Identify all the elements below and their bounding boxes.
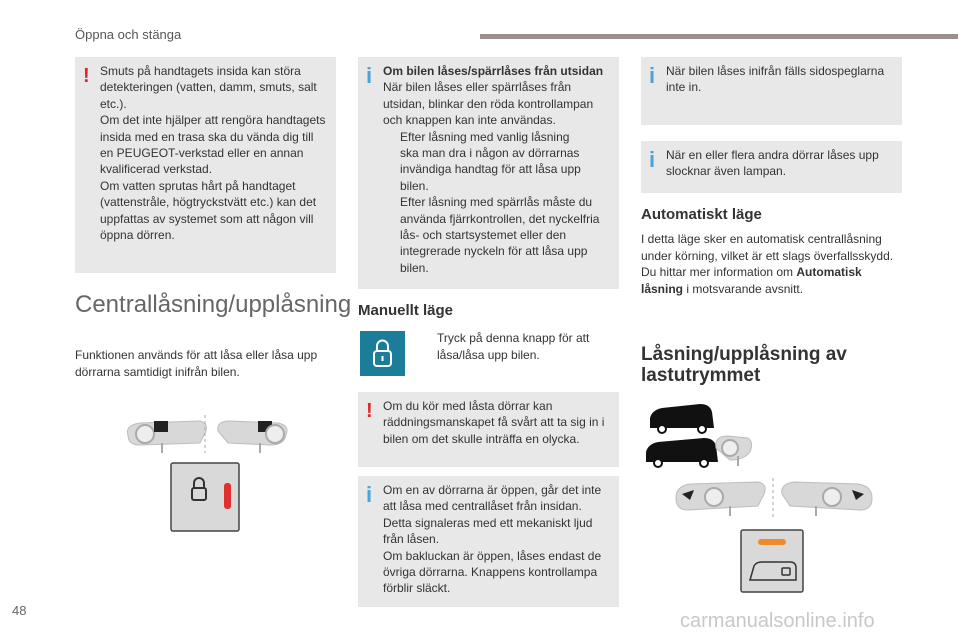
info-title: Om bilen låses/spärrlåses från utsidan bbox=[383, 64, 604, 78]
text-line: inte in. bbox=[666, 80, 702, 95]
manual-mode-instruction: Tryck på denna knapp för att låsa/låsa upp bilen. bbox=[420, 330, 620, 363]
info-box-door-open bbox=[358, 476, 619, 607]
central-locking-description bbox=[75, 347, 337, 380]
text-line: Om det inte hjälper att rengöra handtagets bbox=[100, 113, 326, 128]
section-heading-automatic-mode: Automatiskt läge bbox=[641, 206, 762, 223]
section-heading-central-locking: Centrallåsning/upplåsning bbox=[75, 291, 352, 318]
page-number: 48 bbox=[12, 603, 27, 618]
text-line: från låsen. bbox=[383, 532, 440, 547]
info-icon: i bbox=[366, 63, 373, 88]
page-header-title: Öppna och stänga bbox=[75, 27, 182, 42]
cargo-locking-diagram bbox=[640, 398, 880, 598]
warning-box-locked-doors bbox=[358, 392, 619, 467]
text-line: Detta signaleras med ett mekaniskt ljud bbox=[383, 515, 593, 530]
text-line: (vattenstråle, högtryckstvätt etc.) kan det bbox=[100, 195, 317, 210]
bullet-hand-icon bbox=[383, 194, 400, 276]
warning-exclamation-icon: ! bbox=[366, 400, 373, 422]
door-handles-diagram bbox=[120, 405, 295, 535]
header-bar bbox=[480, 34, 958, 39]
steering-wheel-icon bbox=[823, 488, 841, 506]
text-line: Funktionen används för att låsa eller låsa upp bbox=[75, 348, 318, 362]
bullet-hand-icon bbox=[383, 129, 400, 195]
text-line: räddningsmanskapet få svårt att ta sig in i bbox=[383, 415, 605, 430]
text-line: När bilen låses inifrån fälls sidospeglarna bbox=[666, 64, 885, 78]
steering-wheel-icon bbox=[136, 425, 154, 443]
text-line: övriga dörrarna. Knappens kontrollampa bbox=[383, 565, 598, 580]
text-line: öppna dörren. bbox=[100, 228, 175, 243]
steering-wheel-icon bbox=[266, 425, 284, 443]
steering-wheel-icon bbox=[705, 488, 723, 506]
text-line: I detta läge sker en automatisk centrallåsning bbox=[641, 232, 882, 246]
text-line: insida med en trasa ska du vända dig till bbox=[100, 129, 314, 144]
text-line: Om du kör med låsta dörrar kan bbox=[383, 399, 553, 413]
info-box-mirrors bbox=[641, 57, 902, 125]
info-icon: i bbox=[366, 482, 373, 507]
info-icon: i bbox=[649, 63, 656, 88]
orange-indicator-lamp bbox=[758, 539, 786, 545]
section-heading-cargo-locking: Låsning/upplåsning av lastutrymmet bbox=[641, 344, 847, 386]
text-line: slocknar även lampan. bbox=[666, 164, 787, 179]
warning-exclamation-icon: ! bbox=[83, 65, 90, 87]
padlock-icon bbox=[360, 331, 405, 376]
list-item: Efter låsning med vanlig låsning ska man dra i någon av dörrarnas invändiga handtag för att låsa upp bilen. bbox=[383, 129, 613, 195]
red-indicator-lamp bbox=[224, 483, 231, 509]
text-line: dörrarna samtidigt inifrån bilen. bbox=[75, 364, 240, 379]
text-line: kvalificerad verkstad. bbox=[100, 162, 213, 177]
steering-wheel-icon bbox=[722, 440, 738, 456]
bullet-hand-icon bbox=[420, 330, 437, 363]
footer-watermark: carmanualsonline.info bbox=[680, 610, 875, 632]
text-line: och knappen kan inte användas. bbox=[383, 113, 556, 128]
text-line: uppfattas av systemet som att någon vill bbox=[100, 211, 314, 226]
info-icon: i bbox=[649, 147, 656, 172]
text-line: detekteringen (vatten, damm, smuts, salt bbox=[100, 80, 317, 95]
text-line: förblir släckt. bbox=[383, 581, 451, 596]
text-line: Om bakluckan är öppen, låses endast de bbox=[383, 548, 602, 563]
text-line: utsidan, blinkar den röda kontrollampan bbox=[383, 96, 594, 111]
van-silhouette-icon bbox=[650, 404, 714, 428]
warning-box-handle-dirt bbox=[75, 57, 336, 273]
lock-button-illustration bbox=[360, 331, 405, 376]
text-line: Smuts på handtagets insida kan störa bbox=[100, 64, 301, 78]
text-line: Om vatten sprutas hårt på handtaget bbox=[100, 178, 296, 193]
info-box-outside-locking bbox=[358, 57, 619, 289]
text-line: etc.). bbox=[100, 96, 127, 111]
lock-button-icon bbox=[154, 421, 168, 432]
automatic-mode-description: I detta läge sker en automatisk centrallåsning under körning, vilket är ett slags överfallsskydd. Du hittar mer information om Automatisk låsning i motsvarande avsnitt. bbox=[641, 231, 911, 297]
section-heading-manual-mode: Manuellt läge bbox=[358, 302, 454, 319]
link-text-automatic: Automatisk bbox=[796, 265, 862, 279]
list-item: Efter låsning med spärrlås måste du använda fjärrkontrollen, det nyckelfria lås- och startsystemet eller den integrerade nyckeln för att låsa upp bilen. bbox=[383, 194, 613, 276]
link-text-locking: låsning bbox=[641, 281, 684, 296]
text-line: bilen om det skulle inträffa en olycka. bbox=[383, 431, 580, 446]
text-line: När en eller flera andra dörrar låses upp bbox=[666, 148, 879, 162]
text-line: under körning, vilket är ett slags överfallsskydd. bbox=[641, 248, 894, 263]
info-box-lamp bbox=[641, 141, 902, 193]
text-line: När bilen låses eller spärrlåses från bbox=[383, 80, 572, 95]
text-line: att låsa med centrallåset från insidan. bbox=[383, 499, 582, 514]
text-line: Om en av dörrarna är öppen, går det inte bbox=[383, 483, 602, 497]
text-line: en PEUGEOT-verkstad eller en annan bbox=[100, 146, 304, 161]
